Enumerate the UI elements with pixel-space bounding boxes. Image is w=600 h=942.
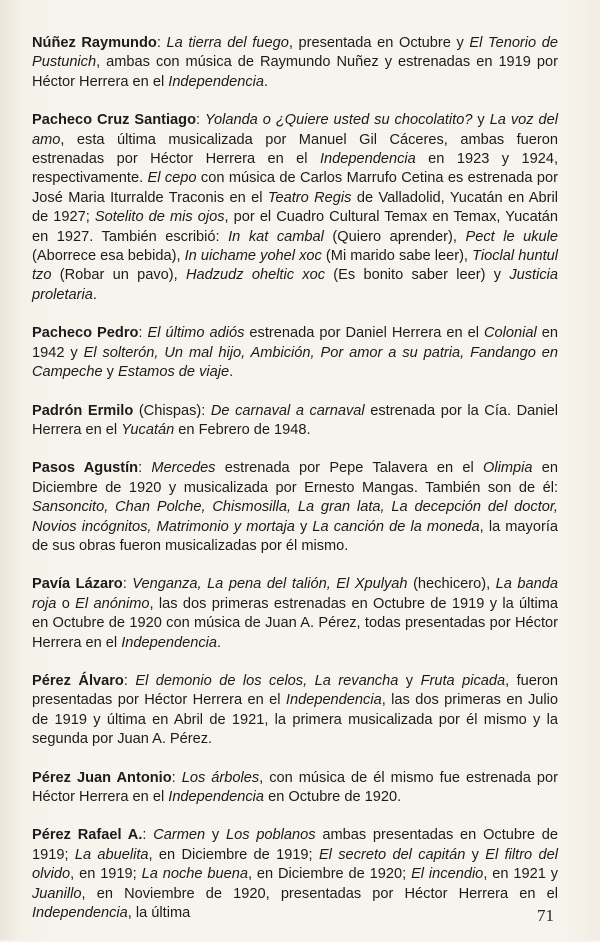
entry-text: ambas presentadas en Octubre de 1919; [32,827,558,863]
work-title: Tioclal huntul tzo [32,248,558,284]
author-name: Padrón Ermilo [32,402,134,419]
work-title: El anónimo [75,595,150,612]
entry-text: y [205,827,226,844]
entry-text: (Aborrece esa bebida), [32,248,185,265]
work-title: Independencia [121,634,217,651]
author-name: Pérez Juan Antonio [32,769,172,786]
entry-text: , en 1921 y [483,866,559,883]
entry-text: . [229,364,234,381]
entry-text: y [398,672,421,689]
entry-pacheco-pedro [32,324,558,382]
entry-text: : [138,325,148,342]
work-title: Hadzudz oheltic xoc [185,267,326,284]
work-title: La banda roja [32,576,558,612]
entry-text: , fueron presentadas por Héctor Herrera en el [32,672,558,709]
page-body [32,34,558,942]
work-title: Justicia proletaria [32,267,558,303]
entry-text: : [123,672,136,689]
entry-text: , con música de él mismo fue estrenada por Héctor Herrera en el [32,769,558,805]
entry-text: en Diciembre de 1920 y musicalizada por Ernesto Mangas. También son de él: [32,460,558,496]
entry-text: : [171,769,182,786]
entry-text: estrenada por Daniel Herrera en el [244,325,484,342]
entry-text: en 1923 y 1924, respectivamente. [32,151,558,187]
entry-text: . [264,73,269,90]
work-title: Estamos de viaje [117,364,230,381]
entry-nunez-raymundo [32,34,558,92]
entry-text: , presentada en Octubre y [288,35,470,51]
entry-text: , en Noviembre de 1920, presentadas por Héctor Herrera en el [81,885,558,902]
work-title: El demonio de los celos, La revancha [135,672,399,689]
work-title: Colonial [484,325,537,342]
work-title: Los poblanos [226,827,316,844]
entry-text: , ambas con música de Raymundo Nuñez y estrenadas en 1919 por Héctor Herrera en el [32,54,558,90]
author-name: Pasos Agustín [32,460,139,477]
entry-text: y [465,846,486,863]
work-title: Sansoncito, Chan Polche, Chismosilla, La gran lata, La decepción del doctor, Novios incógnitos, Matrimonio y mortaja [32,499,558,535]
work-title: El filtro del olvido [32,846,558,883]
work-title: Independencia [32,905,128,922]
work-title: La voz del amo [32,112,559,148]
work-title: La noche buena [141,866,248,883]
entry-pacheco-cruz-santiago [32,111,558,305]
work-title: Teatro Regis [267,189,352,206]
author-name: Pacheco Cruz Santiago [32,112,197,129]
entry-text: , la mayoría de sus obras fueron musicalizadas por él mismo. [32,518,558,554]
entry-text: de Valladolid, Yucatán en Abril de 1927; [32,189,558,226]
work-title: Fruta picada [420,672,506,689]
author-name: Pacheco Pedro [32,325,139,342]
work-title: El incendio [411,866,484,883]
entry-text: , las dos primeras en Julio de 1919 y última en Abril de 1921, la primera musicalizada por él mismo y la segunda por Juan A. Pérez. [32,692,558,748]
work-title: El último adiós [147,325,245,342]
entry-pavia-lazaro [32,575,558,653]
work-title: Independencia [168,789,265,805]
entry-text: : [138,460,152,477]
entry-text: . [217,634,222,651]
work-title: El cepo [147,170,197,187]
entry-text: en Febrero de 1948. [174,421,311,438]
entry-text: , las dos primeras estrenadas en Octubre de 1919 y la última en Octubre de 1920 con música de Juan A. Pérez, todas presentadas por Héctor Herrera en el [32,595,558,651]
entry-text: . [92,286,97,303]
entry-text: (hechicero), [407,576,496,593]
entry-padron-ermilo [32,402,558,441]
work-title: Independencia [319,151,416,168]
entry-text: , en Diciembre de 1920; [247,866,412,883]
work-title: Mercedes [151,460,216,477]
entry-text: y [294,518,313,535]
entry-text: en Octubre de 1920. [264,789,402,805]
work-title: Yucatán [121,421,175,438]
page-number: 71 [537,906,554,925]
entry-text: estrenada por la Cía. Daniel Herrera en el [32,402,558,438]
work-title: Venganza, La pena del talión, El Xpulyah [132,576,408,593]
entry-text: , por el Cuadro Cultural Temax en Temax, Yucatán en 1927. También escribió: [32,209,558,245]
entry-text: , en Diciembre de 1919; [148,846,319,863]
entry-pasos-agustin [32,459,558,556]
entry-text: y [472,112,490,129]
work-title: Yolanda o ¿Quiere usted su chocolatito? [205,112,473,129]
work-title: El solterón, Un mal hijo, Ambición, Por amor a su patria, Fandango en Campeche [32,344,558,381]
work-title: Pect le ukule [465,228,558,245]
work-title: De carnaval a carnaval [210,402,365,419]
entry-text: con música de Carlos Marrufo Cetina es estrenada por José Maria Iturralde Traconis en el [32,170,559,206]
entry-text: , la última [127,905,191,922]
entry-text: : [156,35,167,51]
work-title: El secreto del capitán [318,846,466,863]
work-title: La abuelita [74,846,149,863]
entry-text: : [142,827,154,844]
entry-perez-rafael [32,826,558,923]
work-title: Juanillo [32,885,82,902]
entry-text: o [56,595,76,612]
work-title: La tierra del fuego [166,35,289,51]
entry-text: , en 1919; [70,866,142,883]
work-title: Independencia [285,692,382,709]
author-name: Pérez Rafael A. [32,827,143,844]
work-title: Los árboles [181,769,260,786]
entry-text: (Chispas): [133,402,211,419]
entry-text: estrenada por Pepe Talavera en el [215,460,484,477]
author-name: Pavía Lázaro [32,576,123,593]
work-title: Carmen [153,827,206,844]
work-title: In kat cambal [228,228,324,245]
entry-text: : [196,112,206,129]
entry-text: (Quiero aprender), [323,228,466,245]
author-name: Pérez Álvaro [32,672,124,689]
work-title: Independencia [168,73,265,90]
entry-text: (Es bonito saber leer) y [325,267,510,284]
entry-text: y [102,364,118,381]
entry-perez-alvaro [32,672,558,750]
work-title: In uichame yohel xoc [184,248,322,265]
entry-text: , esta última musicalizada por Manuel Gil Cáceres, ambas fueron estrenadas por Héctor Herrera en el [32,131,558,168]
work-title: La canción de la moneda [312,518,480,535]
work-title: El Tenorio de Pustunich [32,35,559,71]
entry-text: (Robar un pavo), [51,267,186,284]
entry-text: : [122,576,133,593]
entry-text: (Mi marido sabe leer), [321,248,473,265]
entry-text: en 1942 y [32,325,558,361]
entry-perez-juan-antonio [32,769,558,808]
work-title: Olimpia [483,460,533,477]
work-title: Sotelito de mis ojos [94,209,225,226]
author-name: Núñez Raymundo [32,35,157,51]
